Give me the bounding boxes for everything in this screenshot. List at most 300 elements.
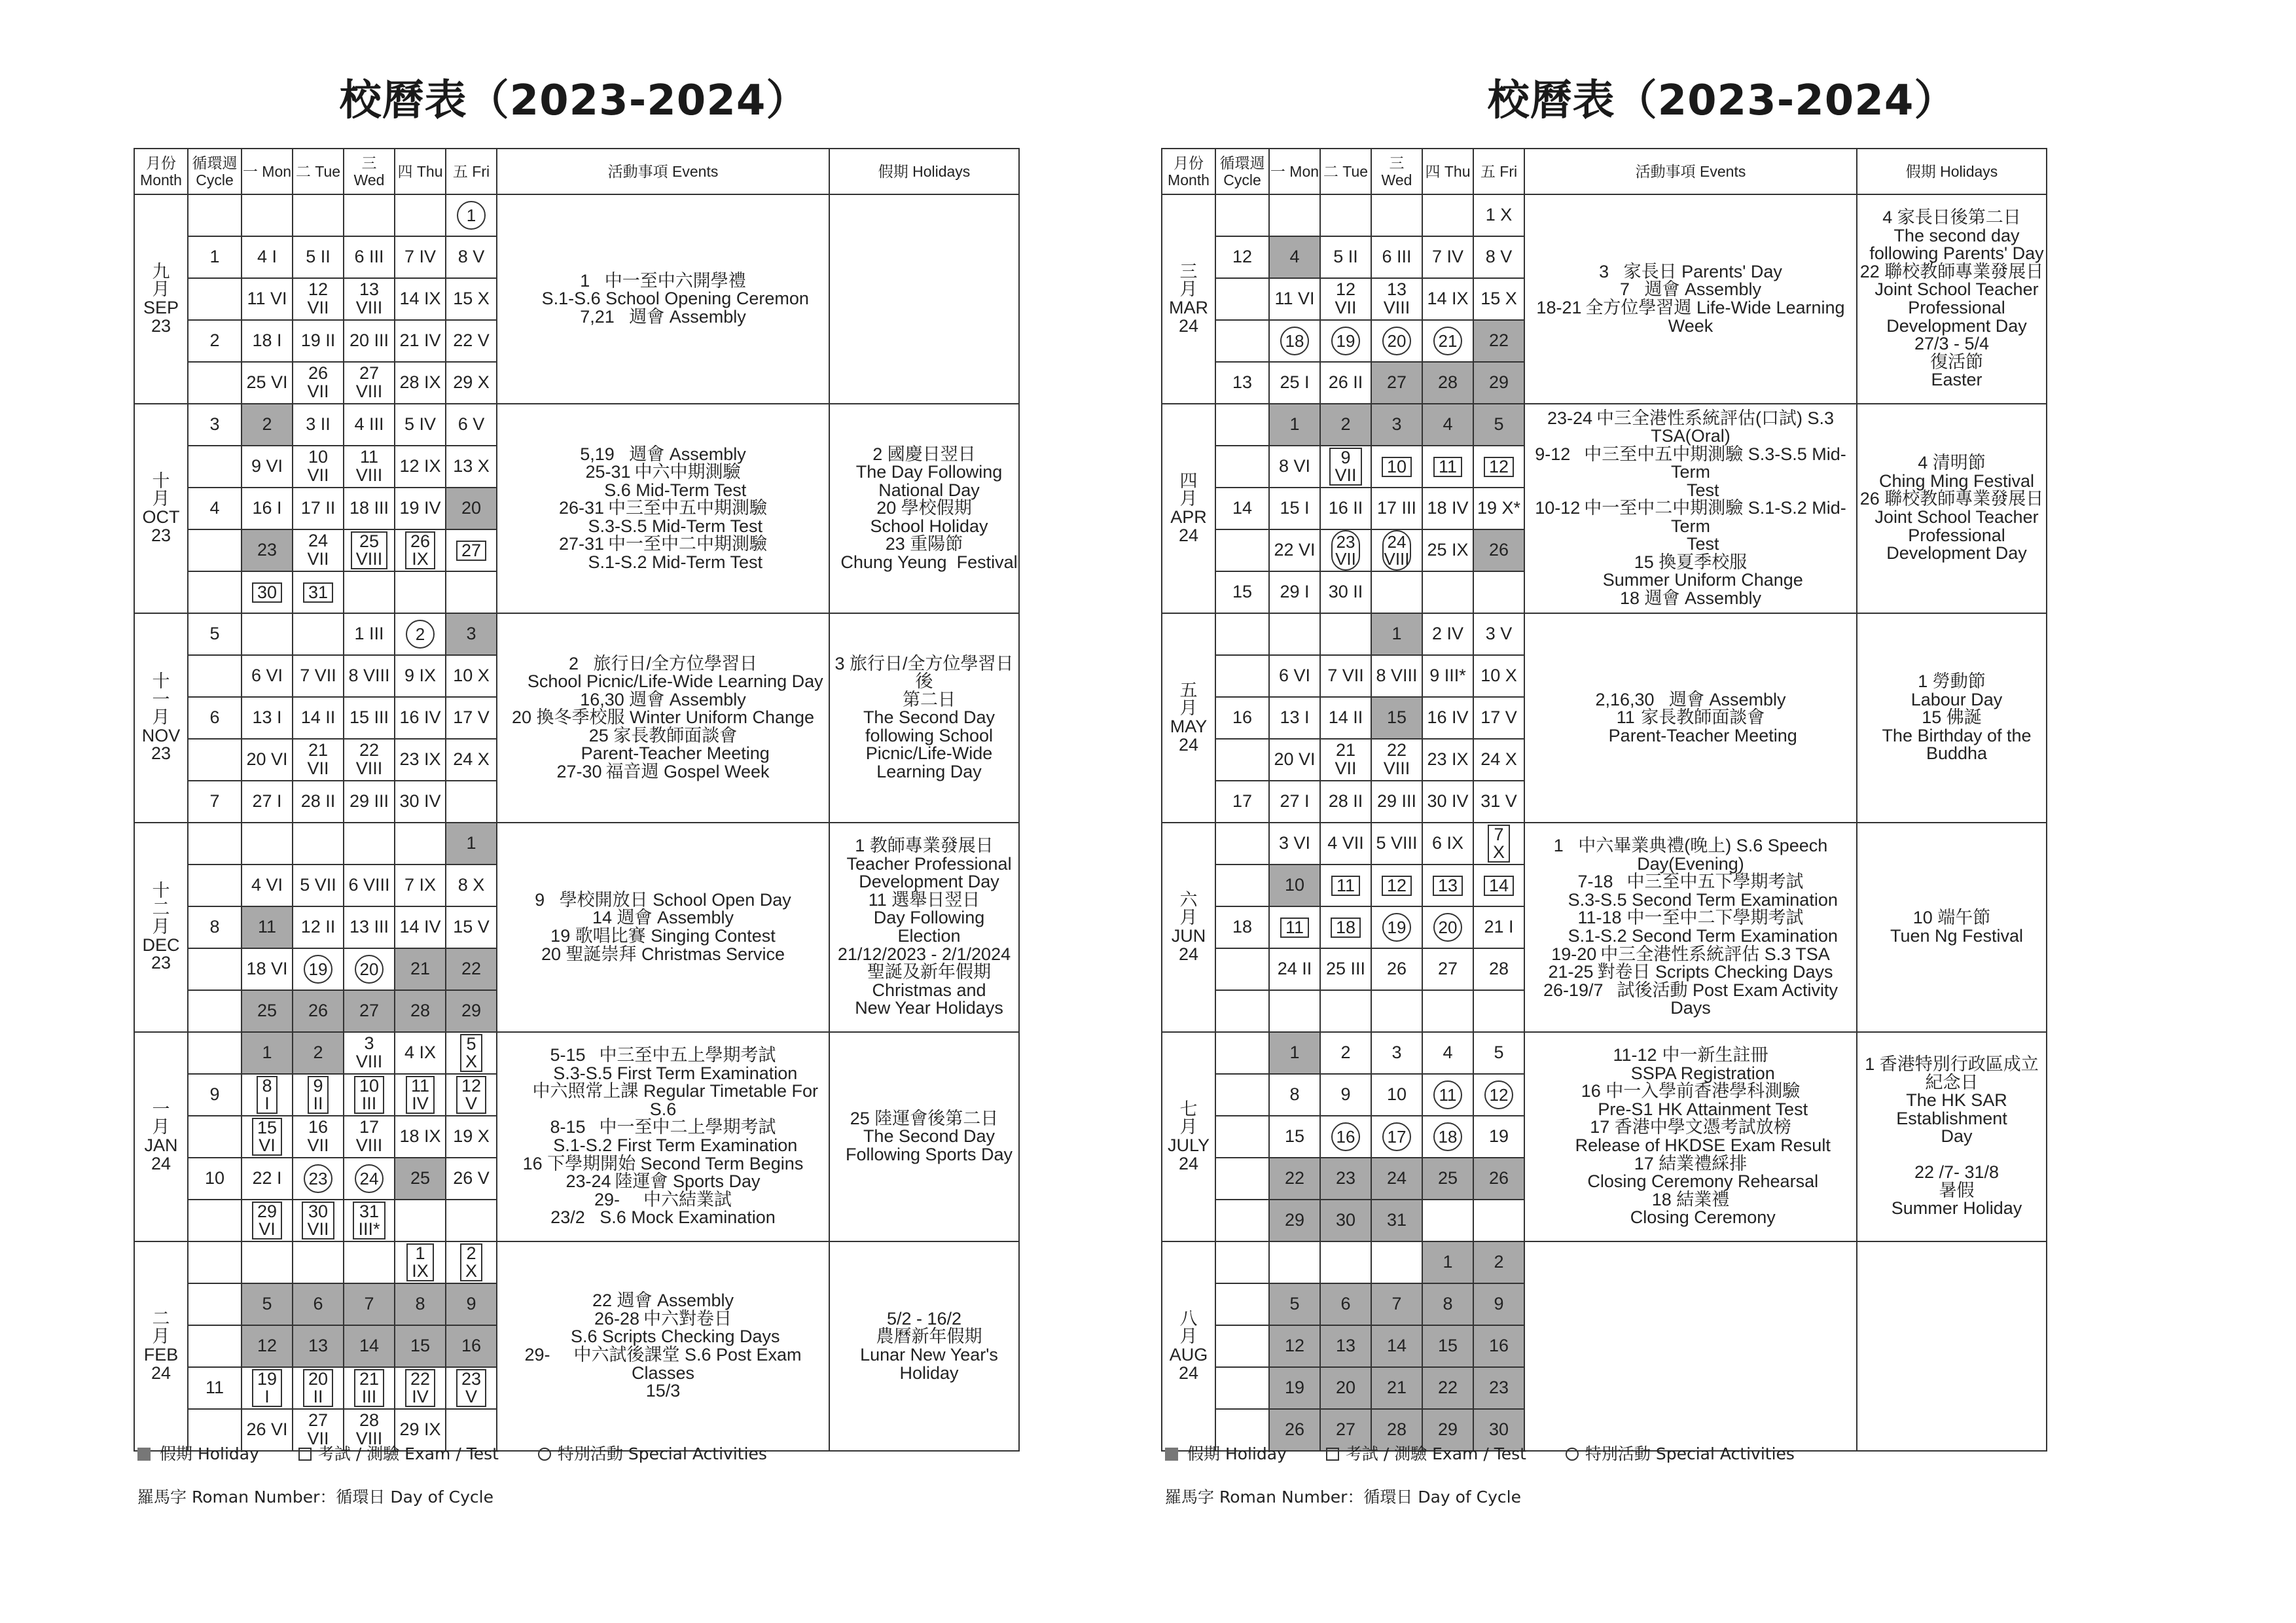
holiday-swatch-icon [1165,1448,1178,1461]
cycle-number: 3 [188,404,242,446]
week-row [134,194,1019,236]
day-cell: 28 VIII [344,1409,395,1451]
day-cell: 16 [446,1325,497,1367]
special-day-circle: 1 [457,201,486,230]
day-cell: 25 [395,1158,446,1200]
day-cell: 6 IX [1422,823,1473,865]
day-cell: 24 II [1269,948,1320,990]
week-row [1162,1032,2047,1074]
cycle-number: 12 [1215,236,1269,278]
day-cell: 14 [1371,1325,1422,1367]
day-cell [344,571,395,613]
day-cell: 28 II [1320,781,1371,823]
day-cell: 10 [1371,1074,1422,1116]
header-mon: 一 Mon [1269,149,1320,194]
header-fri: 五 Fri [446,149,497,194]
page-title: 校曆表（2023-2024） [339,77,809,125]
cycle-number: 4 [188,488,242,529]
day-cell: 10 X [446,655,497,697]
day-cell: 15 [1371,697,1422,739]
day-cell: 5 VIII [1371,823,1422,865]
cycle-number: 18 [1215,906,1269,948]
special-circle-icon [1566,1448,1579,1461]
day-cell [293,1074,344,1116]
cycle-number [1215,1325,1269,1367]
day-cell [1269,320,1320,362]
day-cell: 24 [1371,1158,1422,1200]
day-cell [395,1367,446,1409]
day-cell [293,948,344,990]
special-day-circle: 23 VII [1331,530,1360,571]
day-cell: 23 [1473,1367,1524,1409]
week-row [1162,404,2047,446]
cycle-number [188,739,242,781]
holidays-cell: 1 勞動節 Labour Day 15 佛誕 The Birthday of the Buddha [1857,613,2047,823]
holidays-cell: 25 陸運會後第二日 The Second Day Following Sports Day [829,1032,1019,1241]
day-cell: 16 IV [395,697,446,739]
day-cell [1371,906,1422,948]
special-day-circle: 11 [1433,1080,1462,1109]
day-cell [1320,613,1371,655]
exam-day-box: 12 [1484,457,1514,477]
cycle-number [188,194,242,236]
special-day-circle: 18 [1433,1122,1462,1151]
day-cell: 26 [1473,1158,1524,1200]
day-cell: 17 V [446,697,497,739]
day-cell [242,1367,293,1409]
day-cell: 4 III [344,404,395,446]
day-cell [242,1200,293,1241]
day-cell [242,823,293,865]
holidays-cell: 5/2 - 16/2 農曆新年假期 Lunar New Year's Holiday [829,1241,1019,1451]
day-cell: 2 [293,1032,344,1074]
day-cell: 12 [242,1325,293,1367]
day-cell: 18 III [344,488,395,529]
day-cell [1320,529,1371,571]
day-cell: 5 [242,1283,293,1325]
day-cell: 15 I [1269,488,1320,529]
day-cell [1320,906,1371,948]
day-cell: 4 IX [395,1032,446,1074]
header-row [1162,149,2047,194]
day-cell: 8 [1422,1283,1473,1325]
cycle-number [1215,1200,1269,1241]
special-day-circle: 18 [1280,327,1309,355]
exam-day-box: 8 I [257,1076,277,1114]
cycle-number [188,865,242,906]
cycle-number [188,990,242,1032]
day-cell: 28 [1371,1409,1422,1451]
day-cell: 17 II [293,488,344,529]
day-cell: 19 IV [395,488,446,529]
legend-holiday: 假期 Holiday [1187,1444,1287,1463]
cycle-number [1215,613,1269,655]
day-cell [446,1241,497,1283]
day-cell: 6 VI [242,655,293,697]
day-cell: 15 X [1473,278,1524,320]
day-cell: 11 VI [242,278,293,320]
events-cell: 5-15 中三至中五上學期考試 S.3-S.5 First Term Examination 中六照常上課 Regular Timetable For S.6 8-15 中一至中二上學期考試 S.1-S.2 First Term Examination 16 下學期開始 Second Term Begins 23-24 陸運會 Sports Day 29- 中六結業試 23/2 S.6 Mock Examination [497,1032,829,1241]
day-cell: 17 V [1473,697,1524,739]
day-cell: 12 IX [395,446,446,488]
cycle-number [1215,739,1269,781]
day-cell: 1 [1269,404,1320,446]
header-row [134,149,1019,194]
day-cell: 3 [1371,404,1422,446]
legend-roman: 羅馬字 Roman Number：循環日 Day of Cycle [1165,1488,1522,1507]
day-cell [293,194,344,236]
exam-day-box: 18 [1331,918,1361,938]
day-cell: 5 II [293,236,344,278]
day-cell: 27 [1422,948,1473,990]
day-cell: 14 [344,1325,395,1367]
exam-day-box: 13 [1433,876,1463,896]
day-cell: 16 I [242,488,293,529]
day-cell: 5 IV [395,404,446,446]
events-cell: 11-12 中一新生註冊 SSPA Registration 16 中一入學前香港學科測驗 Pre-S1 HK Attainment Test 17 香港中學文憑考試放榜 Release of HKDSE Exam Result 17 結業禮綵排 Closing Ceremony Rehearsal 18 結業禮 Closing Ceremony [1524,1032,1857,1241]
events-cell: 3 家長日 Parents' Day 7 週會 Assembly 18-21 全方位學習週 Life-Wide Learning Week [1524,194,1857,404]
day-cell: 22 [446,948,497,990]
holiday-swatch-icon [137,1448,151,1461]
day-cell: 4 VI [242,865,293,906]
header-fri: 五 Fri [1473,149,1524,194]
events-cell: 23-24 中三全港性系統評估(口試) S.3 TSA(Oral) 9-12 中三至中五中期測驗 S.3-S.5 Mid-Term Test 10-12 中一至中二中期測驗 S.1-S.2 Mid-Term Test 15 換夏季校服 Summer Uniform Change 18 週會 Assembly [1524,404,1857,613]
day-cell: 28 [1422,362,1473,404]
special-day-circle: 2 [406,620,435,649]
exam-day-box: 23 V [456,1369,486,1407]
day-cell: 8 V [1473,236,1524,278]
day-cell: 29 X [446,362,497,404]
day-cell: 25 III [1320,948,1371,990]
day-cell: 6 VIII [344,865,395,906]
day-cell: 25 IX [1422,529,1473,571]
special-day-circle: 24 VIII [1382,530,1411,571]
day-cell: 20 [446,488,497,529]
day-cell [1371,571,1422,613]
cycle-number [1215,1032,1269,1074]
day-cell: 8 VI [1269,446,1320,488]
day-cell [446,571,497,613]
cycle-number [1215,1241,1269,1283]
day-cell: 3 [446,613,497,655]
day-cell: 14 IV [395,906,446,948]
day-cell: 21 IV [395,320,446,362]
day-cell: 21 [395,948,446,990]
events-cell: 5,19 週會 Assembly 25-31 中六中期測驗 S.6 Mid-Term Test 26-31 中三至中五中期測驗 S.3-S.5 Mid-Term Test 27-31 中一至中二中期測驗 S.1-S.2 Mid-Term Test [497,404,829,613]
day-cell [1320,446,1371,488]
day-cell: 27 [1371,362,1422,404]
day-cell: 9 [446,1283,497,1325]
week-row [134,823,1019,865]
special-day-circle: 17 [1382,1122,1411,1151]
month-label: 七 月 JULY 24 [1162,1032,1215,1241]
cycle-number: 6 [188,697,242,739]
header-month: 月份 Month [1162,149,1215,194]
day-cell [446,1032,497,1074]
day-cell: 16 II [1320,488,1371,529]
day-cell [1422,990,1473,1032]
day-cell: 14 II [293,697,344,739]
day-cell [1269,1241,1320,1283]
day-cell: 6 V [446,404,497,446]
calendar-table-left [134,148,1020,1452]
cycle-number [188,571,242,613]
day-cell [1269,906,1320,948]
day-cell: 27 [1320,1409,1371,1451]
exam-day-box: 27 [456,541,486,561]
holidays-cell: 4 清明節 Ching Ming Festival 26 聯校教師專業發展日 Joint School Teacher Professional Development Day [1857,404,2047,613]
month-label: 四 月 APR 24 [1162,404,1215,613]
day-cell: 27 I [242,781,293,823]
day-cell: 4 [1269,236,1320,278]
cycle-number [188,362,242,404]
day-cell: 13 [1320,1325,1371,1367]
day-cell: 22 [1473,320,1524,362]
day-cell: 30 IV [395,781,446,823]
day-cell: 20 [1320,1367,1371,1409]
cycle-number: 1 [188,236,242,278]
exam-day-box: 12 [1382,876,1412,896]
day-cell [446,529,497,571]
exam-day-box: 11 [1433,457,1462,477]
exam-day-box: 11 IV [406,1076,435,1114]
day-cell: 29 IX [395,1409,446,1451]
week-row [134,613,1019,655]
day-cell [344,948,395,990]
legend-special: 特別活動 Special Activities [557,1444,767,1463]
day-cell [395,613,446,655]
day-cell [446,781,497,823]
day-cell: 22 V [446,320,497,362]
day-cell [293,1367,344,1409]
day-cell: 3 V [1473,613,1524,655]
day-cell [1422,1116,1473,1158]
special-day-circle: 23 [304,1164,332,1193]
exam-day-box: 14 [1484,876,1514,896]
header-month: 月份 Month [134,149,188,194]
holidays-cell: 4 家長日後第二日 The second day following Parents' Day 22 聯校教師專業發展日 Joint School Teacher Professional Development Day 27/3 - 5/4 復活節 Easter [1857,194,2047,404]
day-cell: 5 VII [293,865,344,906]
exam-day-box: 15 VI [252,1118,282,1156]
cycle-number [1215,446,1269,488]
week-row [1162,613,2047,655]
day-cell [242,1074,293,1116]
day-cell [1371,529,1422,571]
day-cell: 12 VII [1320,278,1371,320]
day-cell: 16 IV [1422,697,1473,739]
day-cell: 17 VIII [344,1116,395,1158]
month-label: 二 月 FEB 24 [134,1241,188,1451]
day-cell: 10 [1269,865,1320,906]
day-cell: 4 [1422,1032,1473,1074]
special-circle-icon [538,1448,551,1461]
header-events: 活動事項 Events [497,149,829,194]
cycle-number [188,1032,242,1074]
special-day-circle: 21 [1433,327,1462,355]
holidays-cell [829,194,1019,404]
day-cell: 27 VIII [344,362,395,404]
legend-exam: 考試 / 測驗 Exam / Test [1345,1444,1526,1463]
cycle-number [188,1325,242,1367]
day-cell: 22 I [242,1158,293,1200]
day-cell [1422,194,1473,236]
cycle-number [1215,823,1269,865]
month-label: 十 月 OCT 23 [134,404,188,613]
day-cell: 31 [1371,1200,1422,1241]
day-cell: 21 VII [293,739,344,781]
week-row [1162,194,2047,236]
cycle-number [1215,1158,1269,1200]
exam-day-box: 22 IV [405,1369,435,1407]
header-thu: 四 Thu [1422,149,1473,194]
day-cell [293,1241,344,1283]
month-label: 十 二 月 DEC 23 [134,823,188,1032]
day-cell: 14 IX [395,278,446,320]
day-cell: 29 [1473,362,1524,404]
day-cell: 15 III [344,697,395,739]
exam-day-box: 20 II [303,1369,333,1407]
exam-day-box: 2 X [460,1243,482,1281]
cycle-number [1215,1116,1269,1158]
cycle-number [1215,529,1269,571]
day-cell [1371,446,1422,488]
cycle-number: 5 [188,613,242,655]
special-day-circle: 16 [1331,1122,1360,1151]
day-cell: 5 II [1320,236,1371,278]
day-cell: 30 II [1320,571,1371,613]
day-cell [1473,823,1524,865]
exam-day-box: 12 V [456,1076,486,1114]
cycle-number: 13 [1215,362,1269,404]
day-cell: 22 VIII [1371,739,1422,781]
special-day-circle: 19 [1331,327,1360,355]
cycle-number [188,446,242,488]
day-cell [1269,194,1320,236]
day-cell: 21 [1371,1367,1422,1409]
day-cell: 29 III [344,781,395,823]
cycle-number [1215,1367,1269,1409]
day-cell: 20 VI [242,739,293,781]
day-cell: 8 VIII [1371,655,1422,697]
day-cell [293,1158,344,1200]
day-cell: 11 VIII [344,446,395,488]
day-cell: 24 X [446,739,497,781]
day-cell [1422,906,1473,948]
day-cell [395,529,446,571]
cycle-number [1215,278,1269,320]
day-cell [1320,865,1371,906]
day-cell: 15 [395,1325,446,1367]
day-cell: 13 III [344,906,395,948]
special-day-circle: 24 [355,1164,384,1193]
day-cell: 26 [293,990,344,1032]
day-cell [242,194,293,236]
day-cell: 1 [1371,613,1422,655]
special-day-circle: 20 [355,955,384,984]
day-cell: 30 [1320,1200,1371,1241]
day-cell: 22 [1269,1158,1320,1200]
day-cell: 26 [1371,948,1422,990]
day-cell: 6 III [1371,236,1422,278]
day-cell: 19 [1473,1116,1524,1158]
day-cell [1371,320,1422,362]
exam-day-box: 5 X [460,1034,482,1072]
day-cell: 13 I [1269,697,1320,739]
day-cell [1320,1241,1371,1283]
exam-box-icon [298,1448,312,1461]
day-cell: 30 IV [1422,781,1473,823]
events-cell [1524,1241,1857,1451]
day-cell: 28 II [293,781,344,823]
cycle-number: 7 [188,781,242,823]
day-cell [395,1241,446,1283]
holidays-cell [1857,1241,2047,1451]
day-cell: 6 [293,1283,344,1325]
day-cell: 13 [293,1325,344,1367]
legend-special: 特別活動 Special Activities [1585,1444,1795,1463]
cycle-number: 11 [188,1367,242,1409]
day-cell: 1 X [1473,194,1524,236]
holidays-cell: 2 國慶日翌日 The Day Following National Day 20 學校假期 School Holiday 23 重陽節 Chung Yeung Festival [829,404,1019,613]
day-cell [1473,865,1524,906]
day-cell: 2 [242,404,293,446]
day-cell: 28 [395,990,446,1032]
day-cell: 10 VII [293,446,344,488]
day-cell: 18 I [242,320,293,362]
day-cell: 26 [1269,1409,1320,1451]
day-cell [344,529,395,571]
day-cell: 12 VII [293,278,344,320]
day-cell [1473,1074,1524,1116]
day-cell [1371,865,1422,906]
day-cell [395,571,446,613]
day-cell: 25 I [1269,362,1320,404]
header-thu: 四 Thu [395,149,446,194]
day-cell: 18 IX [395,1116,446,1158]
events-cell: 2,16,30 週會 Assembly 11 家長教師面談會 Parent-Teacher Meeting [1524,613,1857,823]
day-cell [344,1241,395,1283]
exam-day-box: 30 [252,582,282,603]
exam-box-icon [1326,1448,1339,1461]
day-cell: 15 [1422,1325,1473,1367]
day-cell: 4 I [242,236,293,278]
day-cell: 22 [1422,1367,1473,1409]
day-cell: 12 II [293,906,344,948]
day-cell [1371,1116,1422,1158]
day-cell: 8 [1269,1074,1320,1116]
day-cell: 29 [1269,1200,1320,1241]
exam-day-box: 9 VII [1329,448,1361,486]
cycle-number [188,278,242,320]
month-label: 九 月 SEP 23 [134,194,188,404]
exam-day-box: 1 IX [406,1243,434,1281]
day-cell: 28 IX [395,362,446,404]
events-cell: 22 週會 Assembly 26-28 中六對卷日 S.6 Scripts Checking Days 29- 中六試後課堂 S.6 Post Exam Classes 15/3 [497,1241,829,1451]
day-cell: 5 [1269,1283,1320,1325]
day-cell [395,1074,446,1116]
day-cell [293,613,344,655]
day-cell [293,1200,344,1241]
day-cell: 26 VII [293,362,344,404]
day-cell: 2 IV [1422,613,1473,655]
cycle-number: 14 [1215,488,1269,529]
day-cell: 2 [1320,1032,1371,1074]
cycle-number [1215,865,1269,906]
exam-day-box: 10 [1382,457,1412,477]
exam-day-box: 10 III [354,1076,384,1114]
day-cell: 1 III [344,613,395,655]
day-cell [1269,990,1320,1032]
